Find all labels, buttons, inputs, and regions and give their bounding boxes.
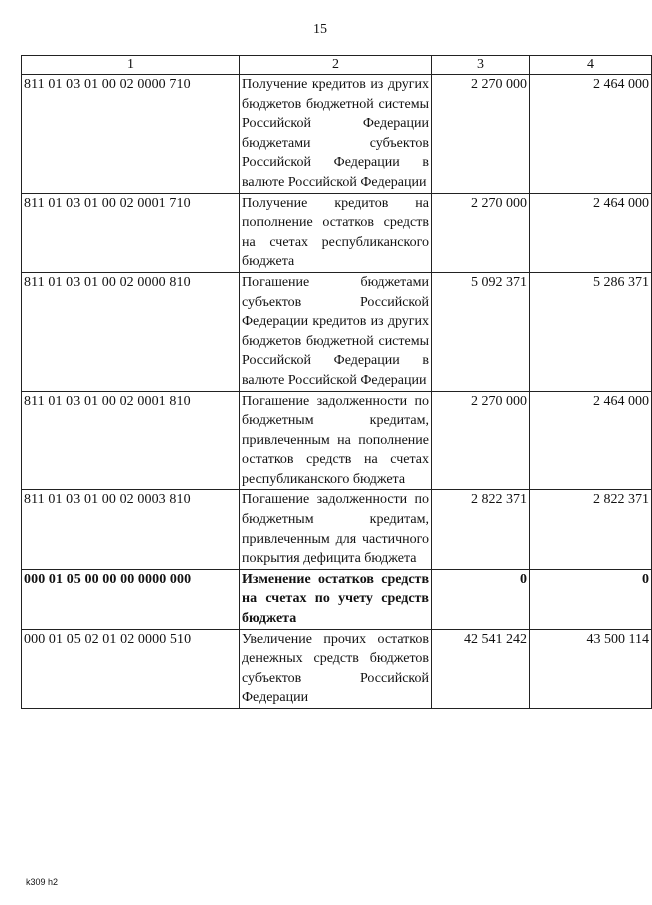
amount-col4-cell: 43 500 114 [530,629,652,708]
description-cell: Погашение задолженности по бюджетным кредитам, привлеченным для частичного покрытия дефицита бюджета [240,490,432,569]
table-row [22,391,652,490]
budget-code-cell: 000 01 05 02 01 02 0000 510 [22,629,240,708]
description-cell: Погашение бюджетами субъектов Российской Федерации кредитов из других бюджетов бюджетной системы Российской Федерации в валюте Российской Федерации [240,272,432,391]
amount-col4-cell: 5 286 371 [530,272,652,391]
amount-col3-cell: 2 822 371 [432,490,530,569]
amount-col3-cell: 2 270 000 [432,193,530,272]
budget-code-cell: 811 01 03 01 00 02 0000 710 [22,75,240,194]
table-body [22,75,652,709]
table-row [22,490,652,569]
amount-col3-cell: 2 270 000 [432,391,530,490]
column-header-1: 1 [22,56,240,75]
budget-code-cell: 811 01 03 01 00 02 0000 810 [22,272,240,391]
amount-col4-cell: 2 464 000 [530,391,652,490]
amount-col4-cell: 2 464 000 [530,75,652,194]
budget-code-cell: 811 01 03 01 00 02 0003 810 [22,490,240,569]
budget-table [21,55,652,709]
table-row [22,569,652,629]
table-row [22,272,652,391]
description-cell: Изменение остатков средств на счетах по учету средств бюджета [240,569,432,629]
column-header-2: 2 [240,56,432,75]
table-row [22,75,652,194]
description-cell: Получение кредитов на пополнение остатков средств на счетах республиканского бюджета [240,193,432,272]
column-header-3: 3 [432,56,530,75]
budget-code-cell: 000 01 05 00 00 00 0000 000 [22,569,240,629]
amount-col3-cell: 0 [432,569,530,629]
table-header-row [22,56,652,75]
description-cell: Погашение задолженности по бюджетным кредитам, привлеченным на пополнение остатков средств на счетах республиканского бюджета [240,391,432,490]
amount-col3-cell: 2 270 000 [432,75,530,194]
budget-code-cell: 811 01 03 01 00 02 0001 710 [22,193,240,272]
amount-col3-cell: 5 092 371 [432,272,530,391]
amount-col4-cell: 0 [530,569,652,629]
amount-col3-cell: 42 541 242 [432,629,530,708]
column-header-4: 4 [530,56,652,75]
table-row [22,629,652,708]
amount-col4-cell: 2 822 371 [530,490,652,569]
page-number: 15 [313,22,327,37]
table-row [22,193,652,272]
description-cell: Увеличение прочих остатков денежных средств бюджетов субъектов Российской Федерации [240,629,432,708]
budget-code-cell: 811 01 03 01 00 02 0001 810 [22,391,240,490]
footer-document-code: k309 h2 [26,877,59,887]
description-cell: Получение кредитов из других бюджетов бюджетной системы Российской Федерации бюджетами субъектов Российской Федерации в валюте Российской Федерации [240,75,432,194]
amount-col4-cell: 2 464 000 [530,193,652,272]
